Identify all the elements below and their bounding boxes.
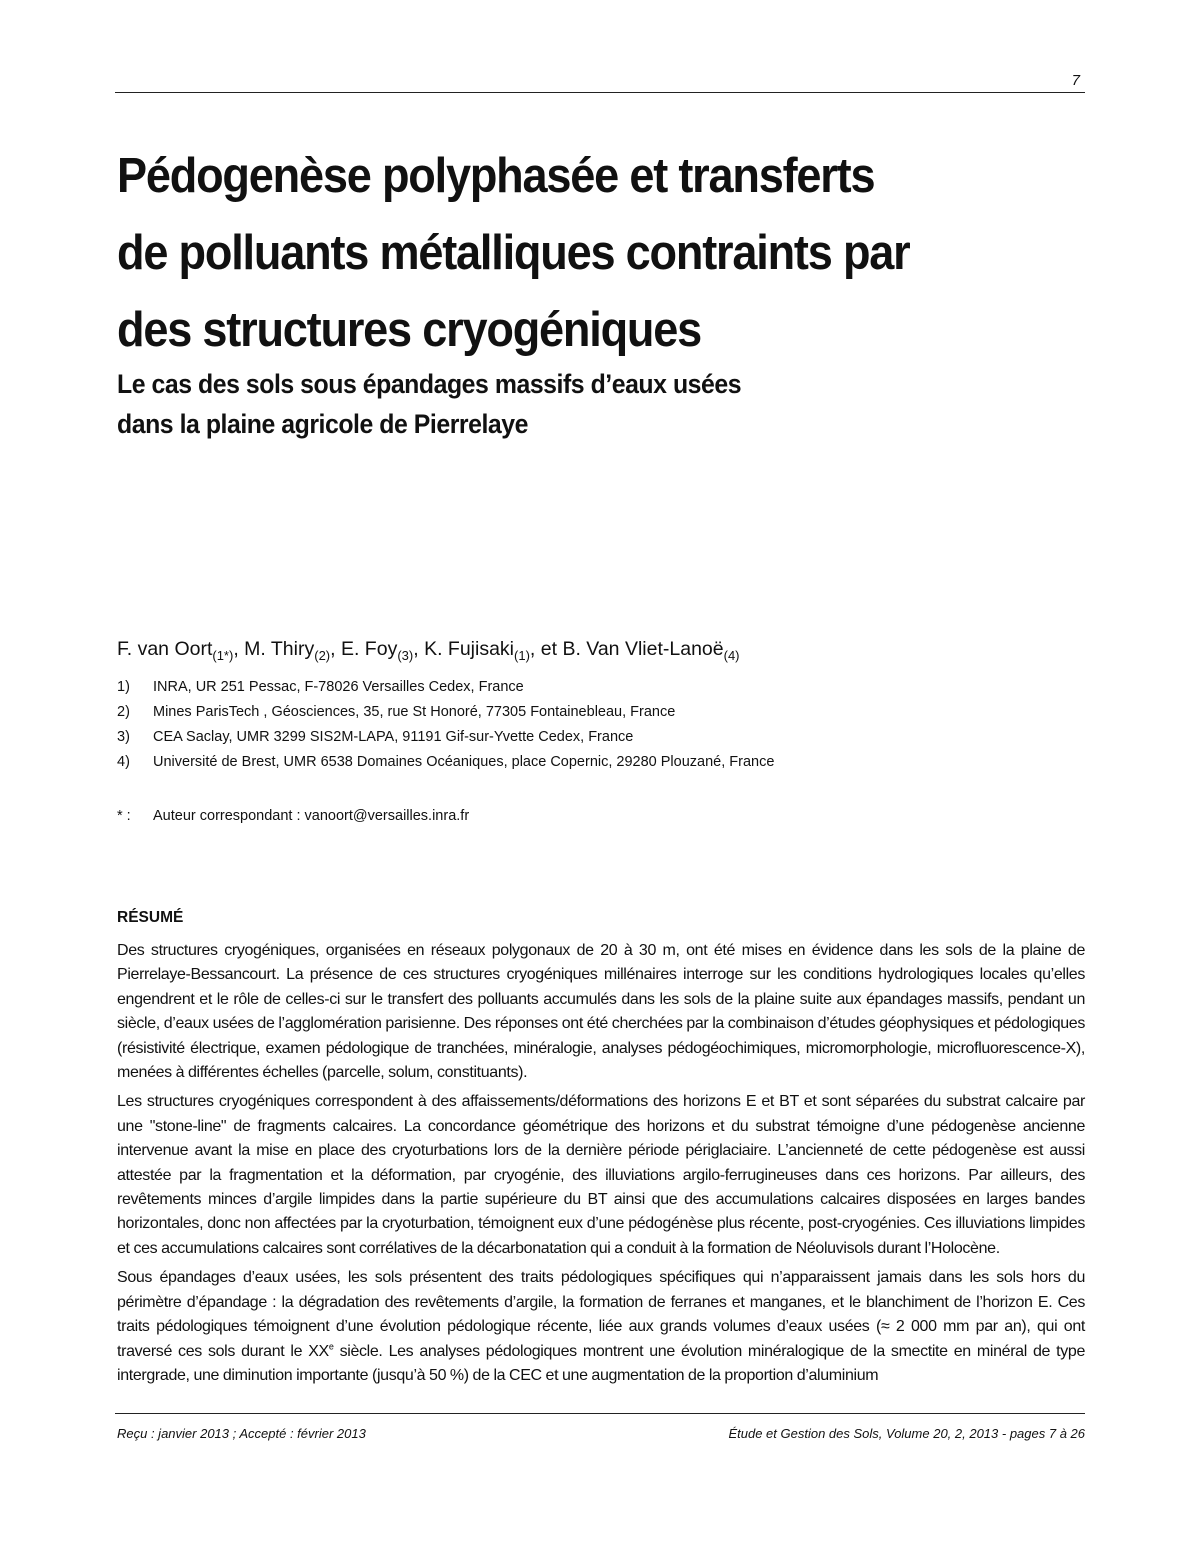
author-affiliation-ref: (1*) [212,648,234,663]
affiliation-number: 1) [117,679,130,695]
author-separator: , [330,638,341,660]
abstract-heading: RÉSUMÉ [117,909,184,926]
author-affiliation-ref: (3) [397,648,414,663]
corresponding-mark: * : [117,808,131,824]
author-list [117,636,1077,662]
corresponding-author [117,806,469,826]
author-separator: , et [529,638,563,660]
abstract-text: Sous épandages d’eaux usées, les sols présentent des traits pédologiques spécifiques qui n’apparaissent jamais dans les sols hors du périmètre d’épandage : la dégradation des revêtements d’argile, la formation de ferranes et manganes, et le blanchiment de l’horizon E. Ces traits pédologiques témoignent d’une évolution pédologique récente, liée aux grands volumes d’eaux usées (≈ 2 000 mm par an), qui ont traversé ces sols durant le XX [117,1269,1085,1360]
abstract-text: siècle. Les analyses pédologiques montrent une évolution minéralogique de la smectite en minéral de type intergrade, une diminution importante (jusqu’à 50 %) de la CEC et une augmentation de la proportion d’aluminium [117,1342,1085,1384]
footer-received-dates: Reçu : janvier 2013 ; Accepté : février 2013 [117,1426,366,1441]
header-rule [115,92,1085,93]
affiliation-text: Mines ParisTech , Géosciences, 35, rue St Honoré, 77305 Fontainebleau, France [153,704,676,720]
affiliation-number: 2) [117,704,130,720]
affiliation-item [117,702,1077,727]
author-separator: , [413,638,425,660]
footer-rule [115,1413,1085,1414]
author-affiliation-ref: (4) [723,648,740,663]
superscript: e [328,1341,334,1352]
author-name: F. van Oort [117,638,213,660]
affiliation-item [117,677,1077,702]
subtitle-line: dans la plaine agricole de Pierrelaye [117,409,528,439]
corresponding-text: Auteur correspondant : vanoort@versailles.inra.fr [153,808,470,824]
title-line: de polluants métalliques contraints par [117,226,910,280]
title-line: des structures cryogéniques [117,303,702,357]
affiliation-list [117,677,1077,777]
affiliation-text: INRA, UR 251 Pessac, F-78026 Versailles Cedex, France [153,679,524,695]
author-name: K. Fujisaki [424,638,515,660]
affiliation-text: Université de Brest, UMR 6538 Domaines Océaniques, place Copernic, 29280 Plouzané, France [153,754,775,770]
author-name: M. Thiry [244,638,315,660]
title-line: Pédogenèse polyphasée et transferts [117,149,875,203]
author-affiliation-ref: (1) [514,648,530,663]
subtitle-line: Le cas des sols sous épandages massifs d’eaux usées [117,369,742,399]
affiliation-number: 4) [117,754,130,770]
abstract-paragraph: Les structures cryogéniques correspondent à des affaissements/déformations des horizons E et BT et sont séparées du substrat calcaire par une "stone-line" de fragments calcaires. La concordance géométrique des horizons et du substrat témoigne d’une pédogenèse ancienne intervenue avant la mise en place des cryoturbations lors de la dernière période périglaciaire. L’ancienneté de cette pédogenèse est aussi attestée par la fragmentation et la déformation, par cryogénie, des illuviations argilo-ferrugineuses dans ces horizons. Par ailleurs, des revêtements minces d’argile limpides dans la partie supérieure du BT ainsi que des accumulations calcaires disposées en larges bandes horizontales, donc non affectées par la cryoturbation, témoignent eux d’une pédogénèse plus récente, post-cryogénies. Ces illuviations limpides et ces accumulations calcaires sont corrélatives de la décarbonatation qui a conduit à la formation de Néoluvisols durant l’Holocène. [117,1093,1085,1257]
abstract-paragraph: Des structures cryogéniques, organisées en réseaux polygonaux de 20 à 30 m, ont été mises en évidence dans les sols de la plaine de Pierrelaye-Bessancourt. La présence de ces structures cryogéniques millénaires interroge sur les conditions hydrologiques locales qu’elles engendrent et le rôle de celles-ci sur le transfert des polluants accumulés dans les sols de la plaine suite aux épandages massifs, pendant un siècle, d’eaux usées de l’agglomération parisienne. Des réponses ont été cherchées par la combinaison d’études géophysiques et pédologiques (résistivité électrique, examen pédologique de tranchées, minéralogie, analyses pédogéochimiques, micromorphologie, microfluorescence-X), menées à différentes échelles (parcelle, solum, constituants). [117,942,1085,1082]
affiliation-text: CEA Saclay, UMR 3299 SIS2M-LAPA, 91191 Gif-sur-Yvette Cedex, France [153,729,634,745]
author-affiliation-ref: (2) [314,648,331,663]
article-title [117,138,1000,369]
affiliation-item [117,752,1077,777]
author-separator: , [233,638,245,660]
author-name: B. Van Vliet-Lanoë [562,638,724,660]
affiliation-item [117,727,1077,752]
author-name: E. Foy [340,638,398,660]
abstract-paragraph [117,1266,1085,1388]
article-subtitle [117,364,945,444]
affiliation-number: 3) [117,729,130,745]
abstract-body [117,939,1085,1393]
footer-journal-citation: Étude et Gestion des Sols, Volume 20, 2, 2013 - pages 7 à 26 [728,1426,1085,1441]
page-number: 7 [1071,72,1080,89]
